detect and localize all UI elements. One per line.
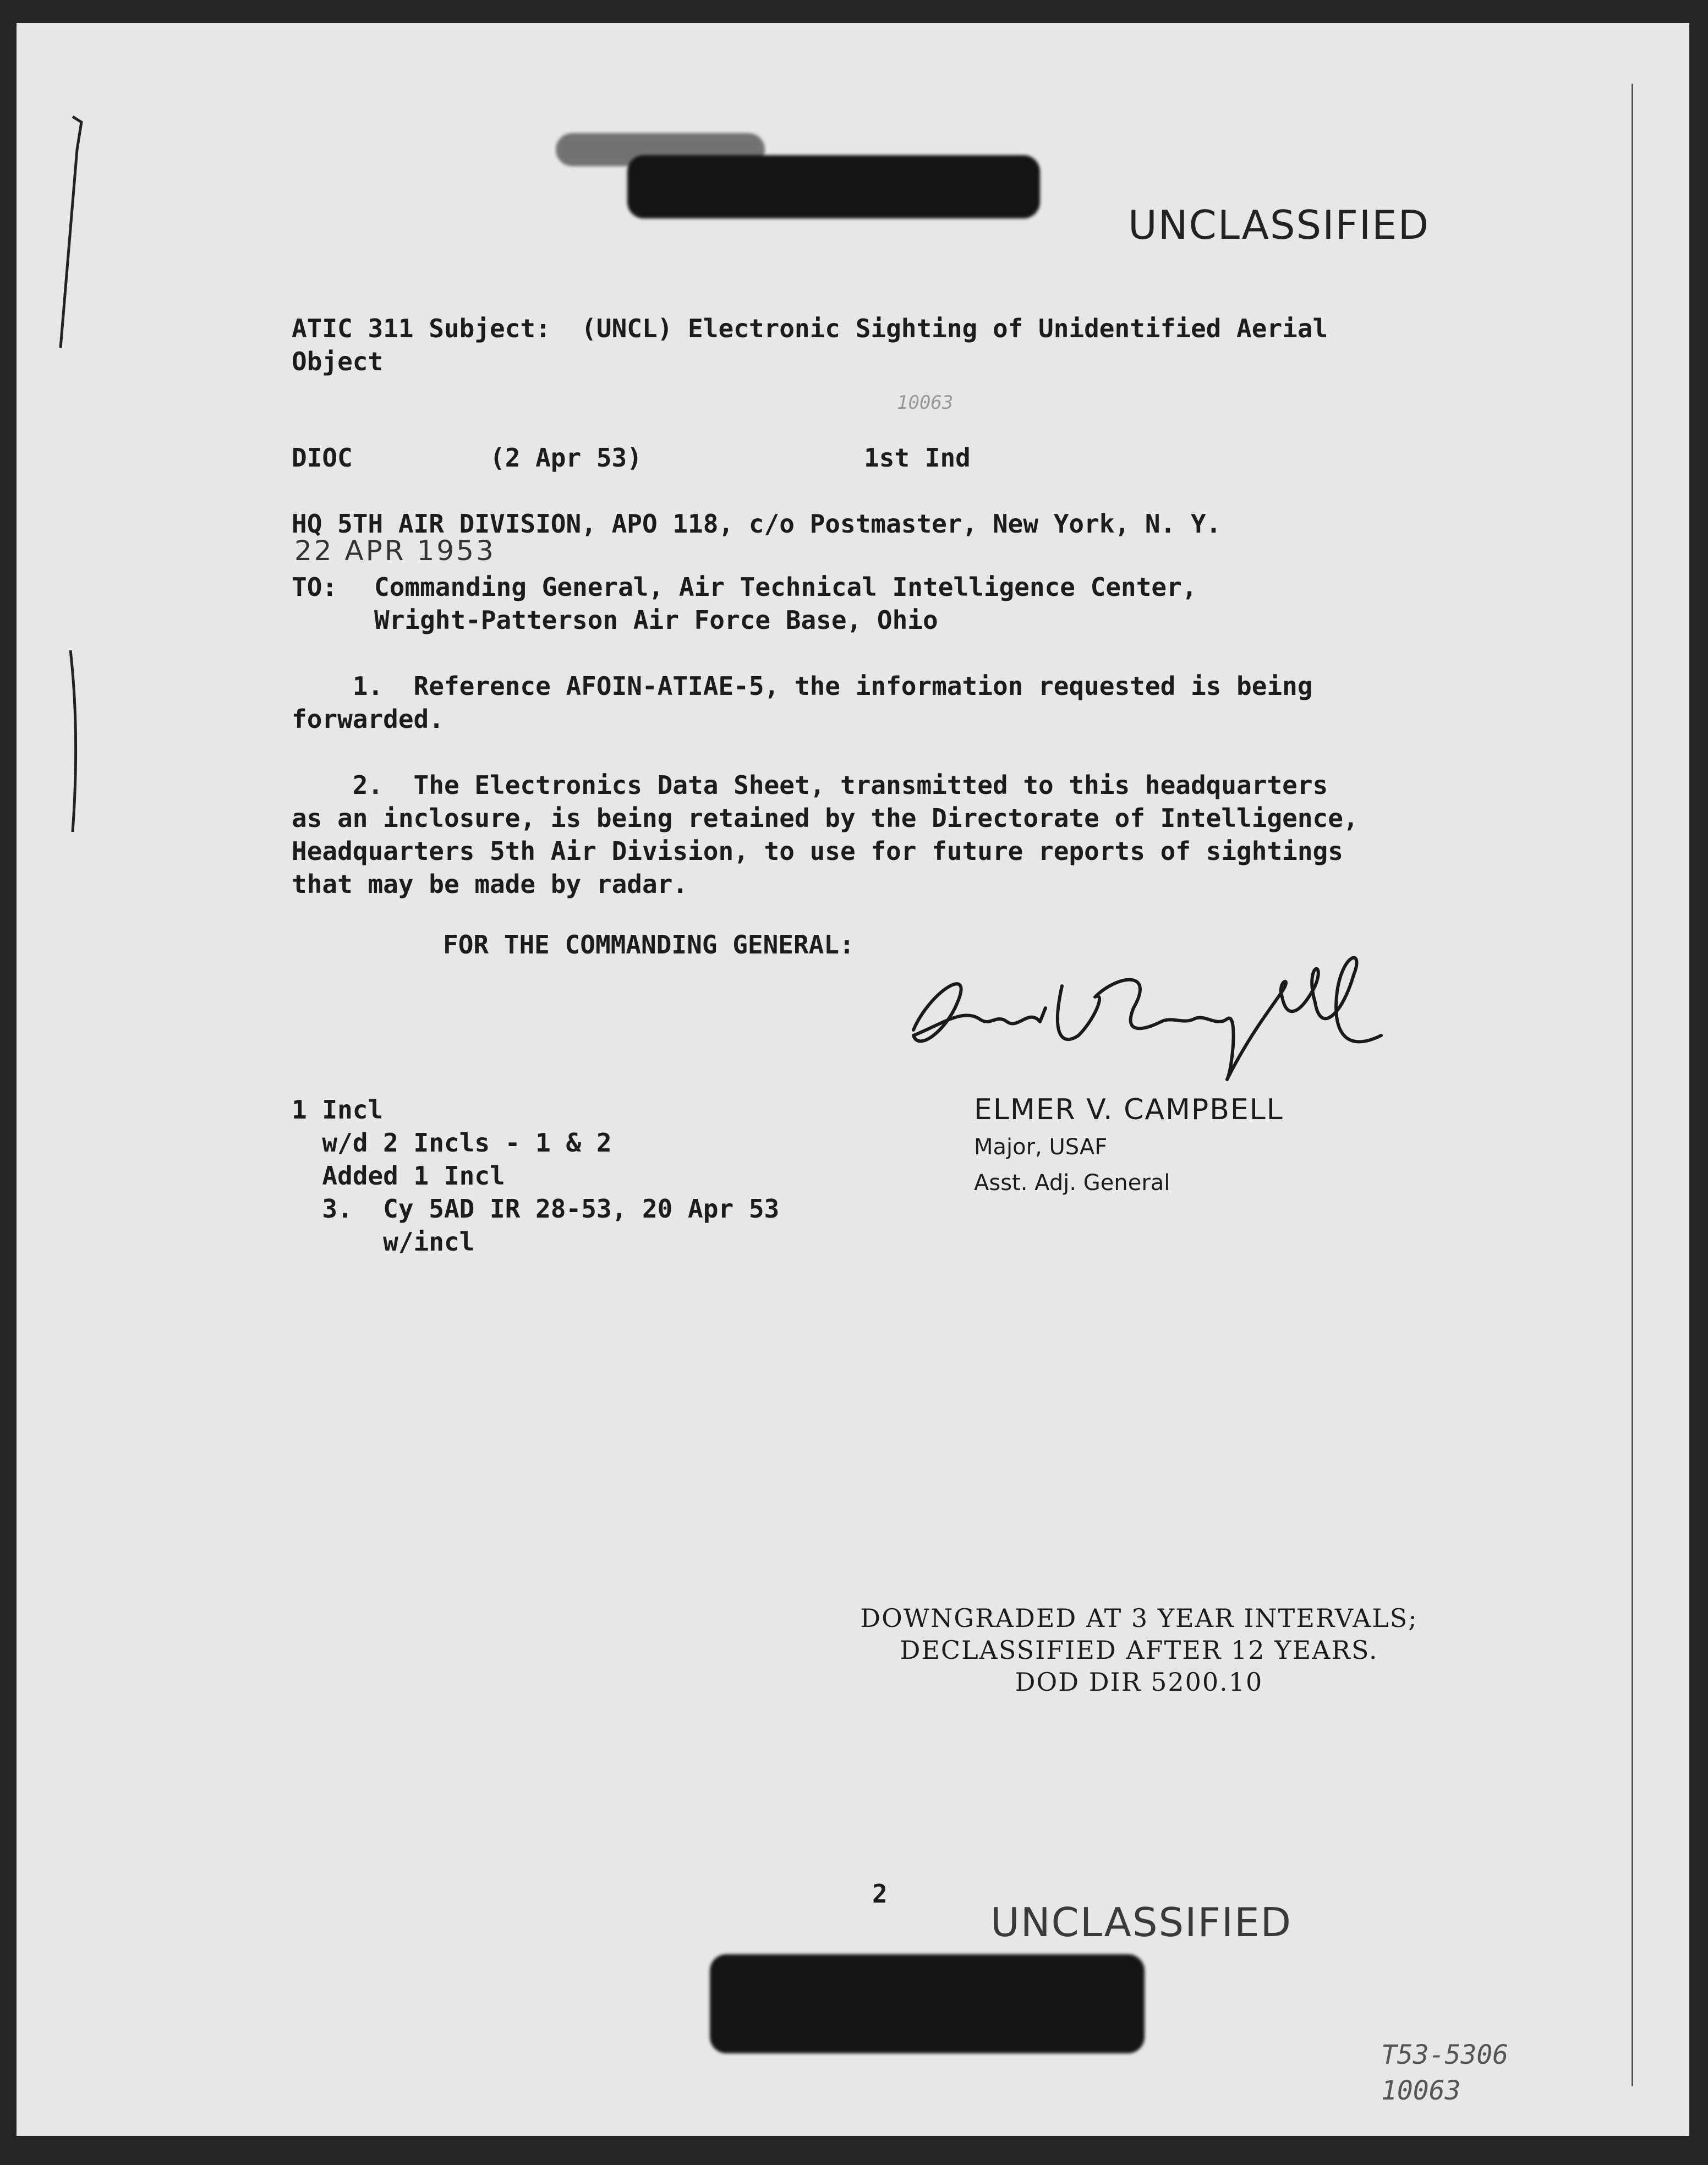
paragraph-2-line-4: that may be made by radar. <box>292 869 688 899</box>
paragraph-2-line-2: as an inclosure, is being retained by the Directorate of Intelligence, <box>292 803 1359 833</box>
classification-stamp-bottom: UNCLASSIFIED <box>990 1899 1293 1945</box>
margin-pen-marks <box>39 84 116 909</box>
downgrade-line-3: DOD DIR 5200.10 <box>1015 1667 1263 1697</box>
handwritten-number-2: 10063 <box>1381 2075 1461 2106</box>
to-line-1: Commanding General, Air Technical Intelligence Center, <box>374 572 1197 602</box>
paragraph-2-line-3: Headquarters 5th Air Division, to use for future reports of sightings <box>292 836 1343 866</box>
downgrade-line-1: DOWNGRADED AT 3 YEAR INTERVALS; <box>860 1603 1418 1633</box>
to-label: TO: <box>292 572 338 602</box>
signatory-title: Asst. Adj. General <box>974 1170 1170 1196</box>
inclosure-line-2: w/d 2 Incls - 1 & 2 <box>292 1128 612 1158</box>
right-margin-line <box>1632 84 1633 2086</box>
signatory-name: ELMER V. CAMPBELL <box>974 1093 1284 1126</box>
paragraph-2-line-1: 2. The Electronics Data Sheet, transmitted to this headquarters <box>292 770 1328 800</box>
office-symbol: DIOC <box>292 443 353 473</box>
subject-line-1: ATIC 311 Subject: (UNCL) Electronic Sighting of Unidentified Aerial <box>292 314 1328 343</box>
to-line-2: Wright-Patterson Air Force Base, Ohio <box>374 605 938 635</box>
redaction-top-smudge <box>556 133 765 166</box>
closing-line: FOR THE COMMANDING GENERAL: <box>443 930 855 960</box>
subject-line-2: Object <box>292 347 384 376</box>
inclosure-line-4: 3. Cy 5AD IR 28-53, 20 Apr 53 <box>292 1194 780 1224</box>
page-number: 2 <box>872 1879 888 1909</box>
inclosure-line-5: w/incl <box>292 1227 475 1257</box>
handwritten-signature <box>897 925 1403 1090</box>
date-stamp: 22 APR 1953 <box>294 535 496 567</box>
paragraph-1-line-2: forwarded. <box>292 704 444 734</box>
redaction-bottom <box>710 1954 1145 2053</box>
from-line: HQ 5TH AIR DIVISION, APO 118, c/o Postmaster, New York, N. Y. <box>292 509 1222 539</box>
indorsement: 1st Ind <box>864 443 971 473</box>
file-number-pencil: 10063 <box>897 392 954 414</box>
downgrade-notice <box>809 1602 1469 1698</box>
downgrade-line-2: DECLASSIFIED AFTER 12 YEARS. <box>900 1635 1378 1665</box>
inclosure-line-1: 1 Incl <box>292 1095 384 1125</box>
paragraph-1-line-1: 1. Reference AFOIN-ATIAE-5, the information requested is being <box>292 671 1313 701</box>
document-page <box>17 23 1689 2136</box>
handwritten-number-1: T53-5306 <box>1381 2040 1509 2070</box>
signatory-rank: Major, USAF <box>974 1134 1108 1160</box>
classification-stamp-top: UNCLASSIFIED <box>1128 202 1430 248</box>
routing-date: (2 Apr 53) <box>490 443 642 473</box>
inclosure-line-3: Added 1 Incl <box>292 1161 505 1191</box>
